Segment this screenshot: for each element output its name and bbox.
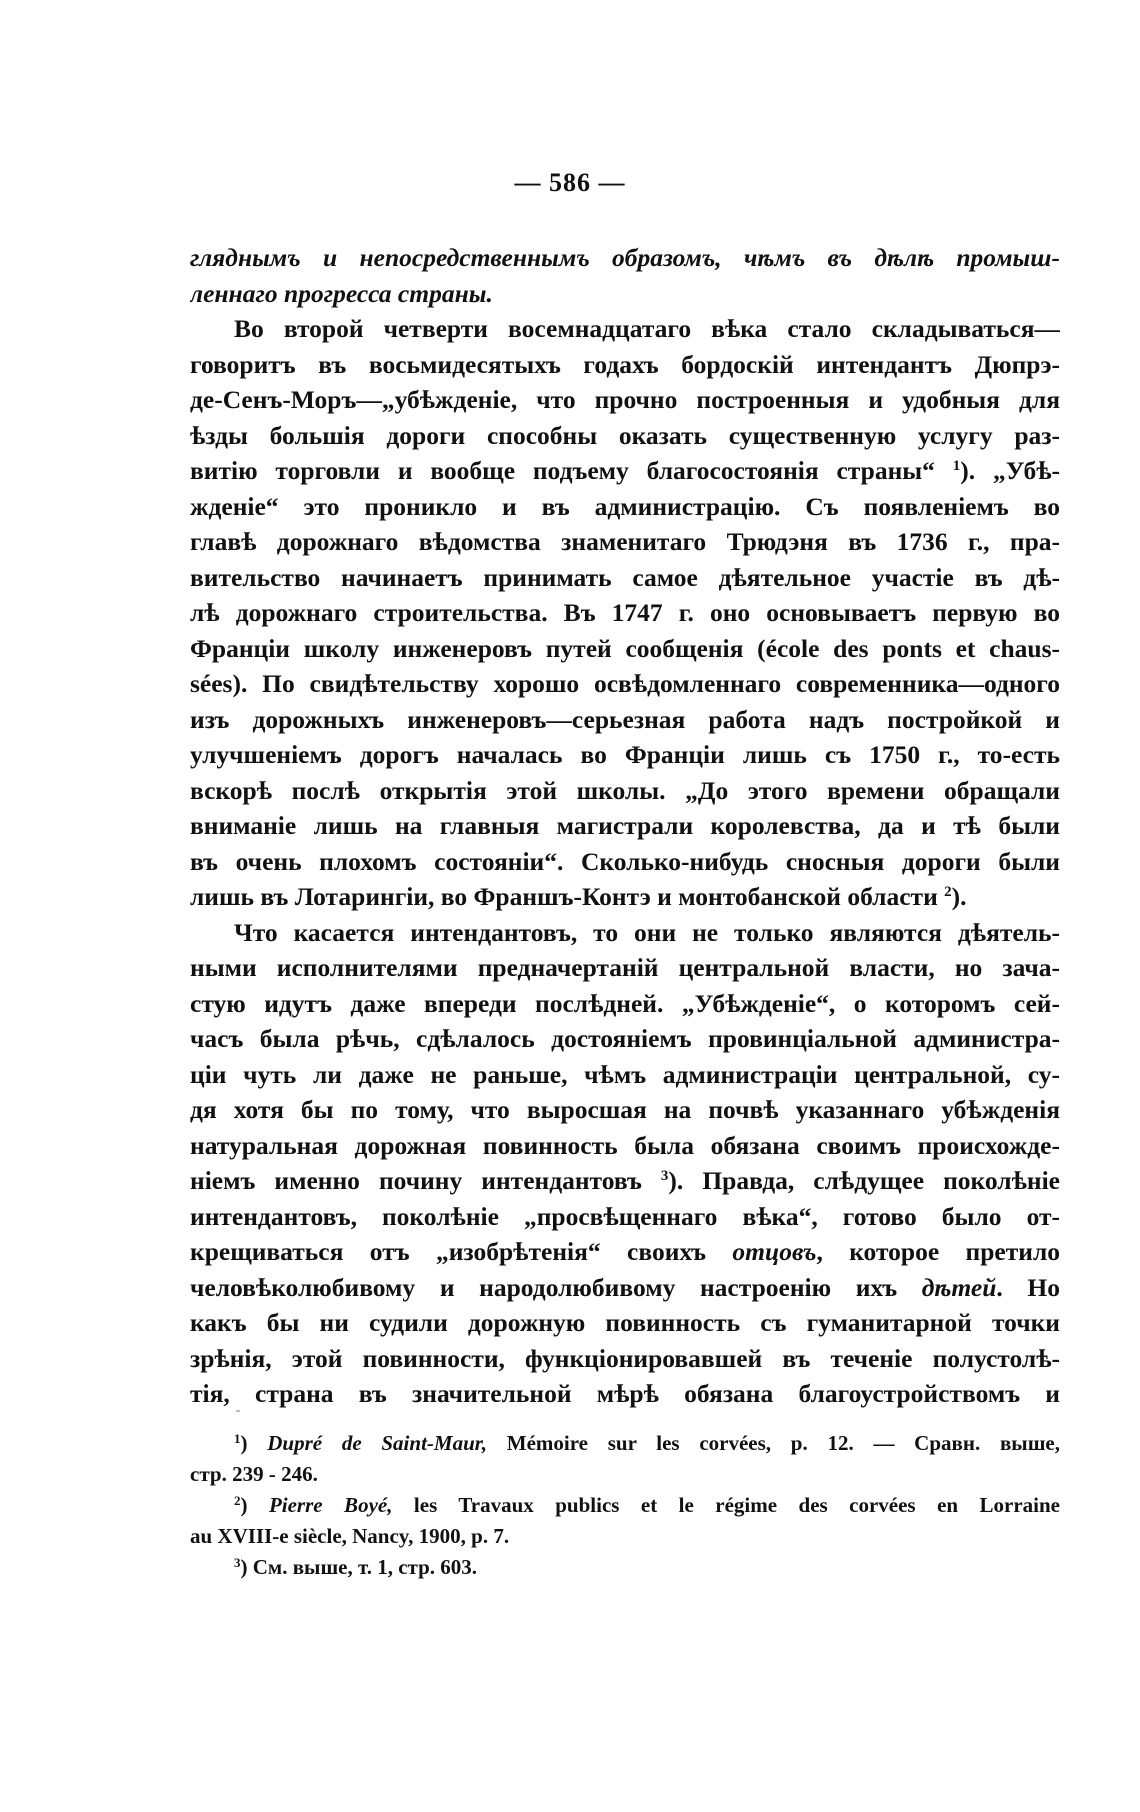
text-run: зрѣнія, этой повинности, функціонировавшей въ теченіе полустолѣ- [190,1343,1060,1373]
text-run: человѣколюбивому и народолюбивому настроенію ихъ [190,1272,922,1302]
text-line [190,1199,1060,1235]
footnote-ref: 2 [234,1493,241,1508]
italic-text: и непосредственным [300,243,577,272]
text-line [190,453,1060,489]
text-run: Mémoire sur les corvées, p. 12. — Сравн. выше, [487,1431,1060,1455]
footnote-line [190,1552,1060,1583]
footnote-divider [236,1410,240,1412]
text-run: . Но [996,1272,1060,1302]
footnote-ref: 3 [234,1555,241,1570]
text-line [190,879,1060,915]
text-line [190,1376,1060,1412]
text-line [190,240,1060,276]
text-line [190,276,1060,312]
text-run: ѣзды большія дороги способны оказать существенную услугу раз- [190,420,1060,450]
text-line [190,702,1060,738]
italic-text: ъ въ дѣлѣ промыш- [791,243,1060,272]
text-run: ными исполнителями предначертаній центральной власти, но зача- [190,953,1060,982]
text-run: вниманіе лишь на главныя магистрали королевства, да и тѣ были [190,811,1060,840]
text-line [190,560,1060,596]
text-run: au XVIII-e siècle, Nancy, 1900, p. 7. [190,1524,510,1548]
text-run: ). Правда, слѣдущее поколѣніе [668,1166,1060,1195]
footnote-line [190,1428,1060,1459]
text-line [190,489,1060,525]
footnote-line [190,1490,1060,1521]
text-line [190,418,1060,454]
text-line [190,595,1060,631]
italic-text: Dupré de Saint-Maur, [267,1431,488,1455]
text-line [190,347,1060,383]
text-run: sées). По свидѣтельству хорошо освѣдомленнаго современника—одного [190,669,1060,698]
text-run: жденіе“ это проникло и въ администрацію. Съ появленіемъ во [190,491,1060,521]
text-run: главѣ дорожнаго вѣдомства знаменитаго Трюдэня въ 1736 г., пра- [190,527,1060,556]
italic-text: ъ, чѣм [701,243,792,272]
text-run: въ очень плохомъ состояніи“. Сколько-нибудь сносныя дороги были [190,846,1060,876]
text-line [190,1234,1060,1270]
text-run: Во второй четверти восемнадцатаго вѣка стало складываться— [234,314,1060,343]
page-number: — 586 — [514,168,626,197]
italic-text: ъ [287,243,301,272]
text-line [190,950,1060,986]
text-run: витію торговли и вообще подъему благосостоянія страны“ [190,456,953,485]
italic-text: Pierre Boyé, [268,1493,393,1517]
italic-text: леннаго прогресса страны. [190,278,493,308]
footnote-ref: 3 [660,1168,669,1184]
text-run: стр. 239 - 246. [190,1462,318,1486]
text-run: вскорѣ послѣ открытія этой школы. „До этого времени обращали [190,775,1060,805]
text-run: лѣ дорожнаго строительства. Въ 1747 г. оно основываетъ первую во [190,598,1060,627]
text-line [190,1021,1060,1057]
text-run: лишь въ Лотарингіи, во Франшъ-Контэ и монтобанской области [190,882,945,911]
text-run: какъ бы ни судили дорожную повинность съ гуманитарной точки [190,1308,1060,1337]
text-run: тія, страна въ значительной мѣрѣ обязана благоустройствомъ и [190,1379,1060,1408]
text-line [190,1163,1060,1199]
text-run: изъ дорожныхъ инженеровъ—серьезная работа надъ постройкой и [190,704,1060,734]
text-run: говоритъ въ восьмидесятыхъ годахъ бордоскій интендантъ Дюпрэ- [190,349,1060,379]
footnote-ref: 1 [952,458,961,474]
text-run: Франціи школу инженеровъ путей сообщенія (école des ponts et chaus- [190,633,1060,663]
body-text [190,240,1060,1412]
text-run: ) [240,1493,269,1517]
italic-text: отцовъ [732,1237,817,1266]
text-line [190,524,1060,560]
footnote-ref: 2 [944,884,952,900]
text-line [190,382,1060,418]
text-line [190,773,1060,809]
text-line [190,915,1060,951]
text-line [190,844,1060,880]
italic-text: ъ образом [576,243,702,272]
text-run: ціи чуть ли даже не раньше, чѣмъ администраціи центральной, су- [190,1059,1060,1089]
text-run: дя хотя бы по тому, что выросшая на почвѣ указаннаго убѣжденія [190,1095,1060,1124]
text-run: ). „Убѣ- [960,456,1060,485]
text-line [190,1341,1060,1377]
text-run: ). [951,882,967,911]
text-run: , которое претило [816,1237,1060,1266]
footnotes [190,1428,1060,1583]
text-line [190,311,1060,347]
text-line [190,1128,1060,1164]
text-line [190,986,1060,1022]
text-run: ) См. выше, т. 1, стр. 603. [240,1555,478,1579]
text-line [190,631,1060,667]
text-line [190,808,1060,844]
footnote-line [190,1459,1060,1490]
text-run: Что касается интендантовъ, то они не только являются дѣятель- [234,917,1060,947]
text-line [190,1270,1060,1306]
footnote-ref: 1 [234,1431,241,1446]
text-line [190,1305,1060,1341]
text-run: крещиваться отъ „изобрѣтенія“ своихъ [190,1237,733,1266]
text-run: интендантовъ, поколѣніе „просвѣщеннаго вѣка“, готово было от- [190,1201,1060,1231]
text-run: часъ была рѣчь, сдѣлалось достояніемъ провинціальной администра- [190,1024,1060,1053]
text-run: ) [240,1431,268,1455]
text-line [190,1057,1060,1093]
text-run: натуральная дорожная повинность была обязана своимъ происхожде- [190,1130,1060,1160]
text-run: де-Сенъ-Моръ—„убѣжденіе, что прочно построенныя и удобныя для [190,385,1060,414]
text-run: вительство начинаетъ принимать самое дѣятельное участіе въ дѣ- [190,562,1060,592]
text-line [190,1092,1060,1128]
text-run: ніемъ именно почину интендантовъ [190,1166,661,1195]
footnote-line [190,1521,1060,1552]
text-run: улучшеніемъ дорогъ началась во Франціи лишь съ 1750 г., то-есть [190,740,1060,769]
italic-text: глядным [190,243,288,272]
text-line [190,666,1060,702]
italic-text: дѣтей [921,1272,997,1302]
text-run: les Travaux publics et le régime des corvées en Lorraine [392,1493,1060,1517]
text-line [190,737,1060,773]
text-run: стую идутъ даже впереди послѣдней. „Убѣжденіе“, о которомъ сей- [190,988,1060,1018]
